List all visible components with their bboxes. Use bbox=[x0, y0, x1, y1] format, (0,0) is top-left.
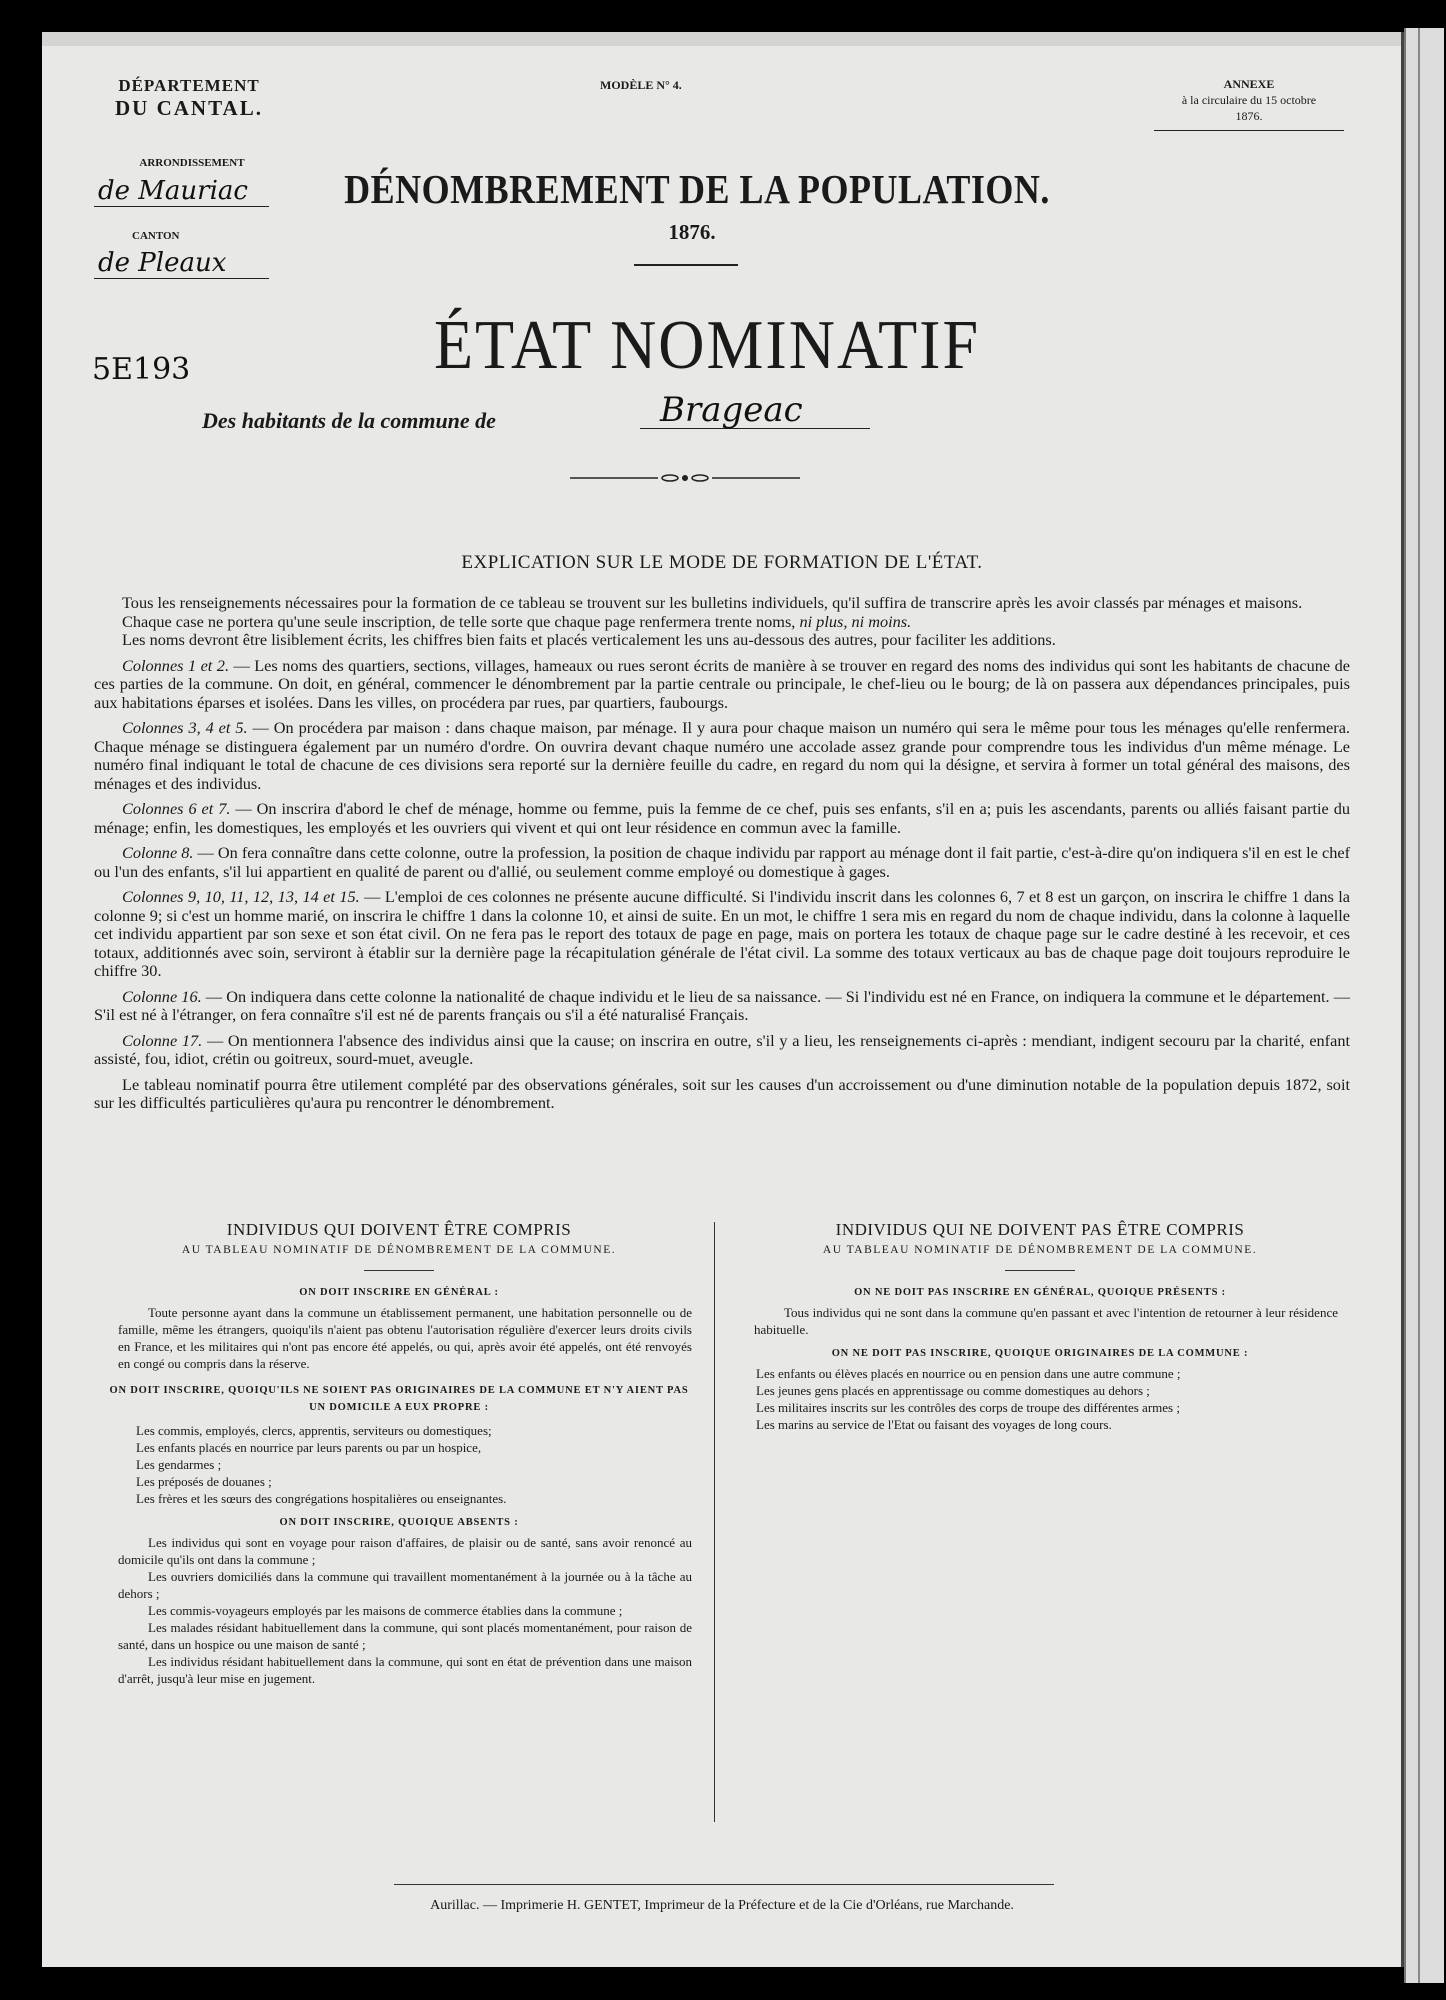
right-text-presents: Tous individus qui ne sont dans la commune qu'en passant et avec l'intention de retourner à leur résidence habituelle. bbox=[754, 1305, 1338, 1337]
modele-number: MODÈLE N° 4. bbox=[600, 78, 682, 92]
expl-paragraph: Chaque case ne portera qu'une seule inscription, de telle sorte que chaque page renfermera trente noms, ni plus, ni moins. bbox=[122, 611, 912, 631]
annexe-title: ANNEXE bbox=[1223, 77, 1275, 91]
census-form-page bbox=[42, 32, 1404, 1967]
list-item: Les frères et les sœurs des congrégations hospitalières ou enseignantes. bbox=[136, 1491, 507, 1506]
commune-field bbox=[640, 388, 870, 429]
habitants-label: Des habitants de la commune de bbox=[202, 408, 496, 433]
arrondissement-label: ARRONDISSEMENT bbox=[139, 157, 245, 169]
list-item: Les enfants placés en nourrice par leurs parents ou par un hospice, bbox=[136, 1440, 482, 1455]
left-heading-non-originaires: ON DOIT INSCRIRE, QUOIQU'ILS NE SOIENT PAS ORIGINAIRES DE LA COMMUNE ET N'Y AIENT PAS UN DOMICILE A EUX PROPRE : bbox=[109, 1385, 689, 1413]
page-right-edge bbox=[1401, 32, 1404, 1967]
list-item: Les marins au service de l'Etat ou faisant des voyages de long cours. bbox=[756, 1417, 1112, 1432]
departement-block bbox=[84, 76, 294, 121]
left-heading-absents: ON DOIT INSCRIRE, QUOIQUE ABSENTS : bbox=[279, 1517, 519, 1528]
left-column-title: INDIVIDUS QUI DOIVENT ÊTRE COMPRIS bbox=[226, 1220, 572, 1239]
right-column-non-compris bbox=[730, 1220, 1350, 1439]
right-column-rule bbox=[1005, 1270, 1075, 1271]
list-item: Les militaires inscrits sur les contrôles des corps de troupe des différentes armes ; bbox=[756, 1400, 1180, 1415]
census-year: 1876. bbox=[668, 220, 716, 244]
expl-colonnes-6-7: Colonnes 6 et 7. — On inscrira d'abord le chef de ménage, homme ou femme, puis la femme de ce chef, puis ses enfants, s'il en a; puis les ascendants, parents ou alliés faisant partie du ménage; enfin, les domestiques, les employés et les ouvriers qui vivent et qui ont leur résidence en commun avec la famille. bbox=[94, 799, 1350, 837]
main-title: DÉNOMBREMENT DE LA POPULATION. bbox=[344, 166, 1050, 212]
footer-rule bbox=[394, 1884, 1054, 1885]
expl-colonne-17: Colonne 17. — On mentionnera l'absence des individus ainsi que la cause; on inscrira en outre, s'il y a lieu, les renseignements ci-après : mendiant, indigent secouru par la charité, enfant assisté, fou, idiot, crétin ou goitreux, sourd-muet, aveugle. bbox=[94, 1030, 1350, 1068]
right-heading-originaires: ON NE DOIT PAS INSCRIRE, QUOIQUE ORIGINAIRES DE LA COMMUNE : bbox=[831, 1348, 1249, 1359]
expl-colonne-8: Colonne 8. — On fera connaître dans cette colonne, outre la profession, la position de chaque individu par rapport au ménage dont il fait partie, c'est-à-dire qu'on indiquera s'il en est le chef ou l'un des enfants, s'il lui appartient en qualité de parent ou d'allié, ou seulement comme employé ou domestique à gages. bbox=[94, 843, 1350, 881]
commune-handwritten: Brageac bbox=[660, 390, 803, 430]
printer-imprint: Aurillac. — Imprimerie H. GENTET, Imprimeur de la Préfecture et de la Cie d'Orléans, rue Marchande. bbox=[430, 1898, 1014, 1913]
etat-nominatif-title: ÉTAT NOMINATIF bbox=[433, 305, 981, 384]
list-item: Les malades résidant habituellement dans la commune, qui sont placés momentanément, pour raison de santé, dans un hospice ou une maison de santé ; bbox=[118, 1620, 692, 1652]
list-item: Les jeunes gens placés en apprentissage ou comme domestiques au dehors ; bbox=[756, 1383, 1150, 1398]
list-item: Les individus résidant habituellement dans la commune, qui sont en état de prévention dans une maison d'arrêt, jusqu'à leur mise en jugement. bbox=[118, 1654, 692, 1686]
annexe-circulaire: à la circulaire du 15 octobre bbox=[1181, 93, 1317, 107]
list-item: Les enfants ou élèves placés en nourrice ou en pension dans une autre commune ; bbox=[756, 1366, 1181, 1381]
expl-colonnes-9-15: Colonnes 9, 10, 11, 12, 13, 14 et 15. — L'emploi de ces colonnes ne présente aucune difficulté. Si l'individu inscrit dans les colonnes 6, 7 et 8 est un garçon, on inscrira le chiffre 1 dans la colonne 9; si c'est un homme marié, on inscrira le chiffre 1 dans la colonne 10, et ainsi de suite. En un mot, le chiffre 1 sera mis en regard du nom de chaque individu, dans la colonne à laquelle cet individu appartient par son sexe et son état civil. On ne fera pas le report des totaux de page en page, mais on portera les totaux de chaque page sur le cadre destiné à les recevoir, et ces totaux, additionnés avec soin, serviront à établir sur la dernière page la récapitulation générale de l'état civil. La somme des totaux verticaux au bas de chaque page doit toujours reproduire le chiffre 30. bbox=[94, 887, 1350, 980]
list-item: Les commis-voyageurs employés par les maisons de commerce établies dans la commune ; bbox=[148, 1603, 623, 1618]
right-heading-presents: ON NE DOIT PAS INSCRIRE EN GÉNÉRAL, QUOIQUE PRÉSENTS : bbox=[854, 1287, 1226, 1298]
expl-colonnes-3-5: Colonnes 3, 4 et 5. — On procédera par maison : dans chaque maison, par ménage. Il y aura pour chaque maison un numéro qui sera le même pour tous les ménages qu'elle renfermera. Chaque ménage se distinguera également par un numéro d'ordre. On ouvrira devant chaque numéro une accolade assez grande pour comprendre tous les individus d'un même ménage. Le numéro final indiquant le total de chacune de ces divisions sera reporté sur la dernière feuille du cadre, en regard du nom qui la désigne, et servira à former un total général des maisons, des ménages et des individus. bbox=[94, 718, 1350, 793]
expl-colonne-16: Colonne 16. — On indiquera dans cette colonne la nationalité de chaque individu et le lieu de sa naissance. — Si l'individu est né en France, on indiquera la commune et le département. — S'il est né à l'étranger, on fera connaître s'il est né de parents français ou s'il a été naturalisé Français. bbox=[94, 986, 1350, 1024]
left-column-rule bbox=[364, 1270, 434, 1271]
annexe-rule bbox=[1154, 130, 1344, 131]
right-list-originaires bbox=[756, 1365, 1350, 1433]
list-item: Les ouvriers domiciliés dans la commune qui travaillent momentanément à la journée ou à la tâche au dehors ; bbox=[118, 1569, 692, 1601]
arrondissement-handwritten: de Mauriac bbox=[98, 176, 248, 206]
right-column-title: INDIVIDUS QUI NE DOIVENT PAS ÊTRE COMPRIS bbox=[835, 1220, 1245, 1239]
page-edge-stack bbox=[1404, 28, 1444, 1983]
left-list-non-originaires bbox=[136, 1422, 704, 1507]
left-heading-general: ON DOIT INSCRIRE EN GÉNÉRAL : bbox=[299, 1287, 499, 1298]
left-column-subtitle: AU TABLEAU NOMINATIF DE DÉNOMBREMENT DE LA COMMUNE. bbox=[181, 1244, 617, 1256]
ornament-divider bbox=[570, 472, 800, 484]
annexe-year: 1876. bbox=[1235, 109, 1263, 123]
departement-value: DU CANTAL. bbox=[115, 96, 263, 120]
canton-field bbox=[94, 244, 269, 279]
expl-paragraph: Tous les renseignements nécessaires pour la formation de ce tableau se trouvent sur les bulletins individuels, qu'il suffira de transcrire après les avoir classés par ménages et maisons. bbox=[122, 593, 1303, 612]
list-item: Les individus qui sont en voyage pour raison d'affaires, de plaisir ou de santé, sans avoir renoncé au domicile qu'ils ont dans la commune ; bbox=[118, 1535, 692, 1567]
explication-title: EXPLICATION SUR LE MODE DE FORMATION DE L'ÉTAT. bbox=[461, 552, 983, 573]
expl-final: Le tableau nominatif pourra être utilement complété par des observations générales, soit sur les causes d'un accroissement ou d'une diminution notable de la population depuis 1872, soit sur les difficultés particulières qu'aura pu rencontrer le dénombrement. bbox=[94, 1074, 1350, 1112]
archive-mark-text: 5E193 bbox=[92, 352, 191, 387]
annexe-block bbox=[1134, 76, 1364, 131]
list-item: Les préposés de douanes ; bbox=[136, 1474, 272, 1489]
explication-body bbox=[94, 594, 1350, 1120]
top-edge bbox=[42, 32, 1404, 46]
right-column-subtitle: AU TABLEAU NOMINATIF DE DÉNOMBREMENT DE LA COMMUNE. bbox=[822, 1244, 1258, 1256]
list-item: Les commis, employés, clercs, apprentis, serviteurs ou domestiques; bbox=[136, 1423, 492, 1438]
expl-paragraph: Les noms devront être lisiblement écrits, les chiffres bien faits et placés verticalement les uns au-dessous des autres, pour faciliter les additions. bbox=[122, 630, 1056, 649]
canton-label: CANTON bbox=[132, 230, 180, 242]
canton-handwritten: de Pleaux bbox=[98, 248, 227, 278]
list-item: Les gendarmes ; bbox=[136, 1457, 222, 1472]
left-text-general: Toute personne ayant dans la commune un établissement permanent, une habitation personnelle ou de famille, même les étrangers, quoiqu'ils n'aient pas obtenu l'autorisation régulière d'exercer leurs droits civils en France, et les militaires qui n'ont pas encore été appelés, ou qui, après avoir été appelés, ont été renvoyés en congé ou compris dans la réserve. bbox=[118, 1305, 692, 1371]
archive-mark bbox=[92, 352, 190, 387]
departement-label: DÉPARTEMENT bbox=[118, 76, 260, 95]
title-rule bbox=[634, 264, 738, 266]
arrondissement-field bbox=[94, 172, 269, 207]
expl-colonnes-1-2: Colonnes 1 et 2. — Les noms des quartiers, sections, villages, hameaux ou rues seront écrits de manière à se trouver en regard des noms des individus qui sont les habitants de chacune de ces parties de la commune. On doit, en général, commencer le dénombrement par la partie centrale ou principale, le chef-lieu ou le bourg; de là on passera aux dépendances principales, puis aux habitations éparses et isolées. Dans les villes, on procédera par rues, par quartiers, faubourgs. bbox=[94, 655, 1350, 712]
left-column-compris bbox=[94, 1220, 704, 1687]
column-separator bbox=[714, 1222, 715, 1822]
